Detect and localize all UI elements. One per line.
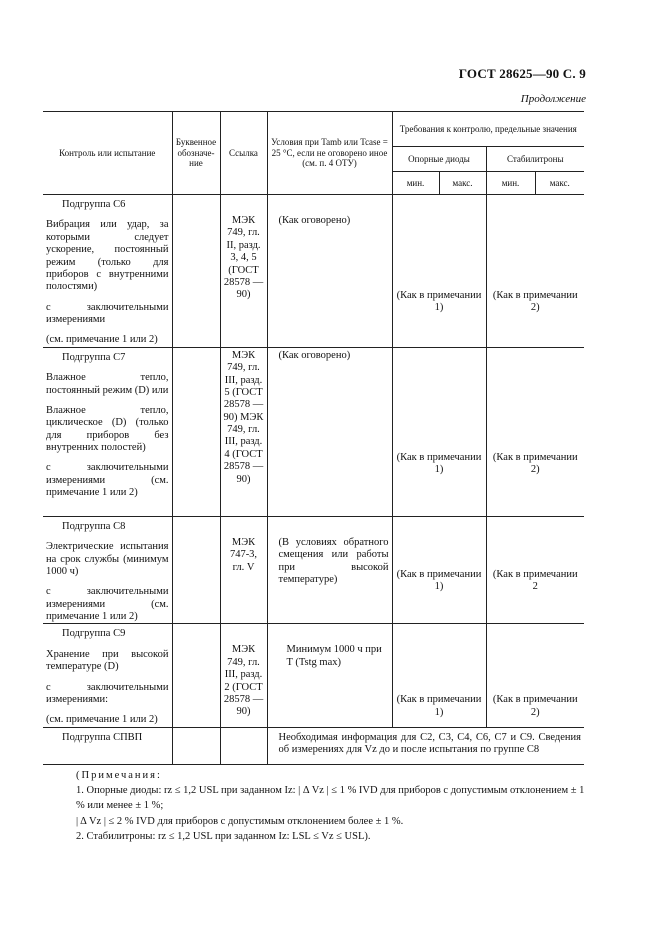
note-2: 2. Стабилитроны: rz ≤ 1,2 USL при заданном Iz: LSL ≤ Vz ≤ USL). [76, 830, 371, 842]
test-item: с заключительными измерениями (см. примечание 1 или 2) [46, 462, 169, 499]
requirement-diodes: (Как в примечании 1) [396, 451, 482, 476]
note-1b: | Δ Vz | ≤ 2 % IVD для приборов с допустимым отклонением более ± 1 %. [76, 815, 404, 827]
requirement-diodes: (Как в примечании 1) [396, 568, 482, 593]
requirement-stabilitrons: (Как в примечании 2) [492, 694, 578, 718]
continuation-label: Продолжение [520, 93, 586, 105]
requirement-diodes: (Как в примечании 1) [396, 290, 482, 314]
group-title: Подгруппа С8 [62, 520, 126, 532]
test-item: с заключительными измерениями (см. примечание 1 или 2) [46, 586, 169, 622]
test-item: Вибрация или удар, за которыми следует ускорение, постоянный режим (только для приборов с внутренними полостями) [46, 219, 169, 293]
group-title: Подгруппа СПВП [62, 731, 143, 743]
group-title: Подгруппа С7 [62, 351, 126, 363]
header-ref: Ссылка [220, 112, 267, 195]
notes-block [58, 768, 588, 844]
group-c8-row [43, 516, 584, 624]
specification-table [43, 111, 584, 765]
test-item: Электрические испытания на срок службы (минимум 1000 ч) [46, 541, 169, 577]
group-c9-row [43, 624, 584, 727]
requirement-stabilitrons: (Как в примечании 2) [492, 451, 578, 476]
page-header: ГОСТ 28625—90 С. 9 [458, 66, 586, 81]
test-item: с заключительными измерениями [46, 301, 169, 325]
header-letter: Буквенное обозначе-ние [172, 112, 220, 195]
condition: (Как оговорено) [278, 349, 351, 361]
requirement-stabilitrons: (Как в примечании 2) [492, 290, 578, 314]
condition: (Как оговорено) [278, 215, 351, 226]
header-requirements: Требования к контролю, предельные значения [392, 112, 584, 147]
test-item: с заключительными измерениями: [46, 681, 169, 705]
group-c7-row [43, 347, 584, 516]
reference: МЭК 749, гл. II, разд. 3, 4, 5 (ГОСТ 28578 —90) [223, 215, 264, 301]
header-ref-diodes: Опорные диоды [392, 147, 486, 172]
requirement-stabilitrons: (Как в примечании 2 [492, 568, 578, 593]
requirement-diodes: (Как в примечании 1) [396, 694, 482, 718]
header-min-1: мин. [392, 172, 439, 195]
reference: МЭК 749, гл. III, разд. 2 (ГОСТ 28578 —90) [223, 644, 264, 718]
note-1: 1. Опорные диоды: rz ≤ 1,2 USL при заданном Iz: | Δ Vz | ≤ 1 % IVD для приборов с допустимым отклонением ± 1 % или менее ± 1 %; [76, 785, 585, 812]
test-item: Влажное тепло, постоянный режим (D) или [46, 372, 169, 396]
test-item: (см. примечание 1 или 2) [46, 714, 158, 726]
test-item: Хранение при высокой температуре (D) [46, 648, 169, 673]
header-max-2: макс. [535, 172, 584, 195]
test-item: Влажное тепло, циклическое (D) (только для приборов без внутренних полостей) [46, 404, 169, 453]
header-max-1: макс. [439, 172, 486, 195]
header-stabilitrons: Стабилитроны [486, 147, 584, 172]
header-conditions: Условия при Tamb или Tcase = 25 °С, если не оговорено иное (см. п. 4 ОТУ) [267, 112, 392, 195]
header-min-2: мин. [486, 172, 535, 195]
condition: Минимум 1000 ч при T (Tstg max) [286, 644, 382, 668]
condition: (В условиях обратного смещения или работы при высокой температуре) [278, 536, 389, 585]
reference: МЭК 749, гл. III, разд. 5 (ГОСТ 28578 —90) МЭК 749, гл. III, разд. 4 (ГОСТ 28578 —90) [223, 349, 264, 485]
spvp-info: Необходимая информация для С2, С3, С4, С6, С7 и С9. Сведения об измерениях для Vz до и после испытания по группе С8 [278, 731, 582, 755]
group-c6-row [43, 195, 584, 348]
reference: МЭК 747-3, гл. V [229, 536, 258, 573]
group-spvp-row [43, 727, 584, 764]
group-title: Подгруппа С6 [62, 199, 126, 210]
test-item: (см. примечание 1 или 2) [46, 334, 158, 346]
group-title: Подгруппа С9 [62, 628, 126, 640]
notes-heading: (Примечания: [76, 770, 162, 781]
header-test: Контроль или испытание [43, 112, 172, 195]
